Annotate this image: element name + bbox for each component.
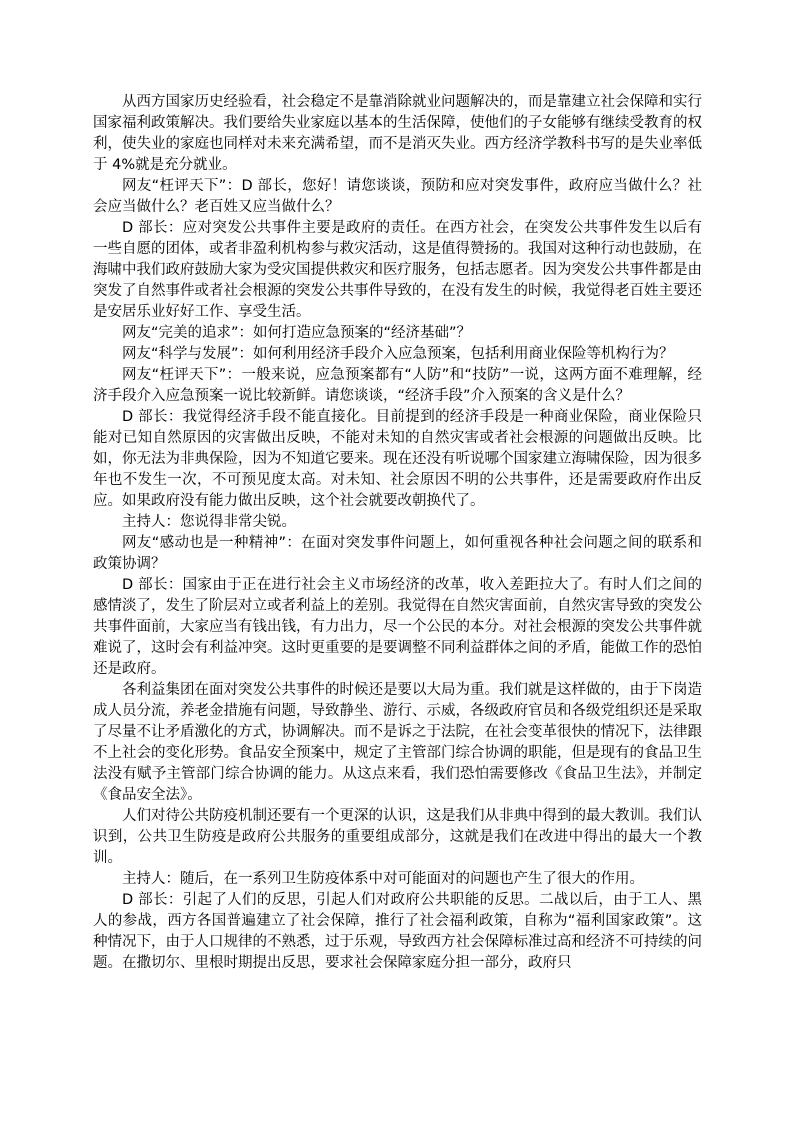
paragraph-netizen-question-3: 网友“科学与发展”：如何利用经济手段介入应急预案，包括利用商业保险等机构行为？ [122, 346, 674, 362]
paragraph-host-comment-1: 主持人：您说得非常尖锐。 [122, 514, 296, 530]
paragraph-minister-answer-2: D 部长：我觉得经济手段不能直接化。目前提到的经济手段是一种商业保险，商业保险只能对已知自然原因的灾害做出反映，不能对未知的自然灾害或者社会根源的问题做出反映。比如，你无法为非典保险，因为不知道它要来。现在还没有听说哪个国家建立海啸保险，因为很多年也不发生一次，不可预见度太高。对未知、社会原因不明的公共事件，还是需要政府作出反应。如果政府没有能力做出反映，这个社会就要改朝换代了。 [93, 409, 702, 509]
document-body [93, 92, 702, 974]
paragraph-netizen-question-1: 网友“枉评天下”：D 部长，您好！请您谈谈，预防和应对突发事件，政府应当做什么？社会应当做什么？老百姓又应当做什么？ [93, 178, 702, 215]
paragraph-minister-answer-3-cont-2: 人们对待公共防疫机制还要有一个更深的认识，这是我们从非典中得到的最大教训。我们认识到，公共卫生防疫是政府公共服务的重要组成部分，这就是我们在改进中得出的最大一个教训。 [93, 808, 702, 866]
paragraph-minister-answer-1: D 部长：应对突发公共事件主要是政府的责任。在西方社会，在突发公共事件发生以后有一些自愿的团体，或者非盈利机构参与救灾活动，这是值得赞扬的。我国对这种行动也鼓励，在海啸中我们政府鼓励大家为受灾国提供救灾和医疗服务，包括志愿者。因为突发公共事件都是由突发了自然事件或者社会根源的突发公共事件导致的，在没有发生的时候，我觉得老百姓主要还是安居乐业好好工作、享受生活。 [93, 220, 702, 320]
paragraph-intro: 从西方国家历史经验看，社会稳定不是靠消除就业问题解决的，而是靠建立社会保障和实行国家福利政策解决。我们要给失业家庭以基本的生活保障，使他们的子女能够有继续受教育的权利，使失业的家庭也同样对未来充满希望，而不是消灭失业。西方经济学教科书写的是失业率低于 4%就是充分就业。 [93, 94, 702, 173]
paragraph-minister-answer-4: D 部长：引起了人们的反思，引起人们对政府公共职能的反思。二战以后，由于工人、黑人的参战，西方各国普遍建立了社会保障，推行了社会福利政策，自称为“福利国家政策”。这种情况下，由于人口规律的不熟悉，过于乐观，导致西方社会保障标准过高和经济不可持续的问题。在撒切尔、里根时期提出反思，要求社会保障家庭分担一部分，政府只 [93, 892, 702, 971]
paragraph-netizen-question-4: 网友“枉评天下”：一般来说，应急预案都有“人防”和“技防”一说，这两方面不难理解，经济手段介入应急预案一说比较新鲜。请您谈谈，“经济手段”介入预案的含义是什么？ [93, 367, 702, 404]
paragraph-minister-answer-3: D 部长：国家由于正在进行社会主义市场经济的改革，收入差距拉大了。有时人们之间的感情淡了，发生了阶层对立或者利益上的差别。我觉得在自然灾害面前，自然灾害导致的突发公共事件面前，大家应当有钱出钱，有力出力，尽一个公民的本分。对社会根源的突发公共事件就难说了，这时会有利益冲突。这时更重要的是要调整不同利益群体之间的矛盾，能做工作的恐怕还是政府。 [93, 577, 702, 677]
paragraph-netizen-question-5: 网友“感动也是一种精神”：在面对突发事件问题上，如何重视各种社会问题之间的联系和政策协调？ [93, 535, 702, 572]
paragraph-host-comment-2: 主持人：随后，在一系列卫生防疫体系中对可能面对的问题也产生了很大的作用。 [122, 871, 644, 887]
paragraph-netizen-question-2: 网友“完美的追求”：如何打造应急预案的“经济基础”？ [122, 325, 472, 341]
paragraph-minister-answer-3-cont: 各利益集团在面对突发公共事件的时候还是要以大局为重。我们就是这样做的，由于下岗造成人员分流，养老金措施有问题，导致静坐、游行、示威，各级政府官员和各级党组织还是采取了尽量不让矛盾激化的方式，协调解决。而不是诉之于法院，在社会变革很快的情况下，法律跟不上社会的变化形势。食品安全预案中，规定了主管部门综合协调的职能，但是现有的食品卫生法没有赋予主管部门综合协调的能力。从这点来看，我们恐怕需要修改《食品卫生法》，并制定《食品安全法》。 [93, 682, 702, 803]
